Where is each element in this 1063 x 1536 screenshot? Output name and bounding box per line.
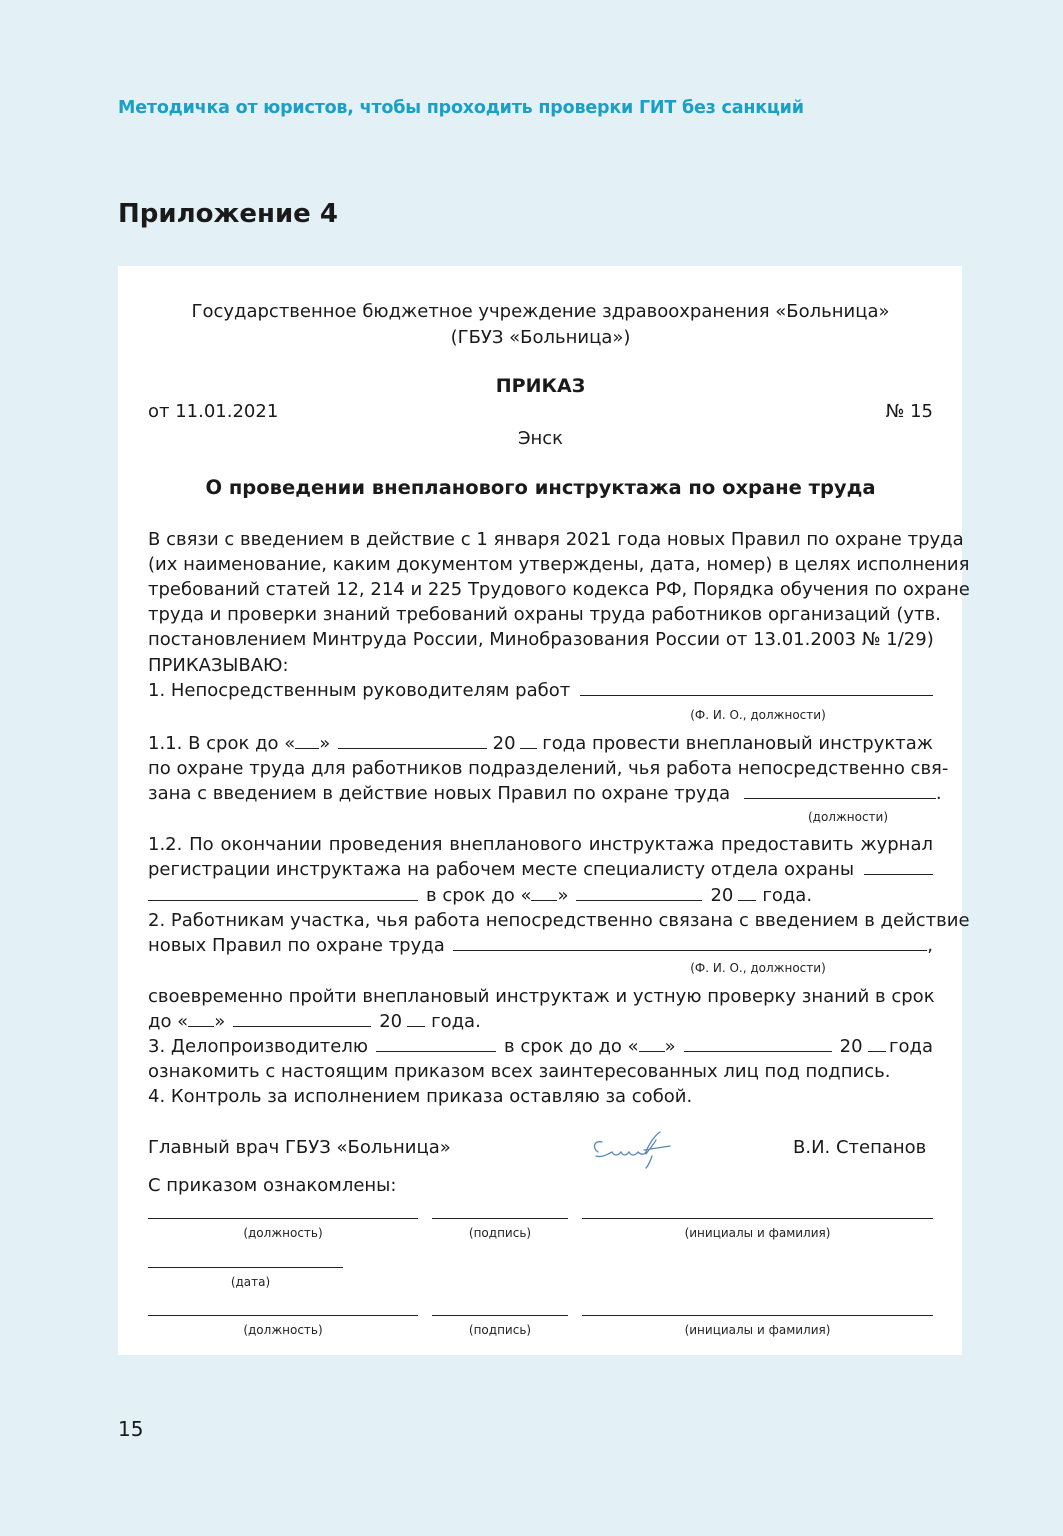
caption-fio: (Ф. И. О., должности)	[690, 961, 826, 975]
preamble-line: постановлением Минтруда России, Минобразования России от 13.01.2003 № 1/29)	[148, 629, 934, 650]
caption-initials: (инициалы и фамилия)	[684, 1323, 831, 1337]
item-1-1-text: зана с введением в действие новых Правил по охране труда	[148, 783, 731, 804]
item-1-1-quote: »	[319, 733, 331, 754]
order-date: от 11.01.2021	[148, 401, 279, 422]
caption-position: (должности)	[807, 810, 889, 824]
blank-line	[407, 1025, 425, 1027]
order-title: ПРИКАЗ	[495, 375, 586, 397]
item-2-year: 20	[379, 1011, 403, 1032]
item-3-text: в срок до до «	[504, 1036, 639, 1057]
blank-line	[295, 747, 319, 749]
item-2-text: до «	[148, 1011, 189, 1032]
item-1-2-line: 1.2. По окончании проведения внепланового инструктажа предоставить журнал	[148, 834, 933, 855]
blank-line	[148, 1267, 343, 1268]
blank-line	[582, 1315, 933, 1316]
running-header: Методичка от юристов, чтобы проходить проверки ГИТ без санкций	[118, 98, 804, 118]
order-number: № 15	[885, 401, 933, 422]
item-1-1-prefix: 1.1. В срок до «	[148, 733, 296, 754]
blank-line	[148, 1315, 418, 1316]
blank-line	[432, 1218, 568, 1219]
blank-line	[580, 694, 933, 696]
caption-position: (должность)	[243, 1226, 323, 1240]
preamble-line: В связи с введением в действие с 1 января 2021 года новых Правил по охране труда	[148, 529, 964, 550]
caption-signature: (подпись)	[468, 1323, 532, 1337]
order-subject: О проведении внепланового инструктажа по охране труда	[205, 476, 876, 499]
blank-line	[582, 1218, 933, 1219]
signer-title: Главный врач ГБУЗ «Больница»	[148, 1137, 451, 1158]
item-2-line: новых Правил по охране труда ,	[148, 933, 933, 958]
item-2-text: года.	[431, 1011, 481, 1032]
item-1-2-text: года.	[762, 885, 813, 906]
item-4: 4. Контроль за исполнением приказа оставляю за собой.	[148, 1086, 693, 1107]
blank-line	[432, 1315, 568, 1316]
preamble-line: (их наименование, каким документом утверждены, дата, номер) в целях исполнения	[148, 554, 970, 575]
blank-line	[868, 1050, 886, 1052]
item-2-line: 2. Работникам участка, чья работа непосредственно связана с введением в действие	[148, 910, 970, 931]
blank-line	[148, 899, 418, 901]
item-1-1-line: зана с введением в действие новых Правил по охране труда .	[148, 783, 942, 804]
item-3-line: 3. Делопроизводителю в срок до до « » 20 года	[148, 1034, 933, 1059]
blank-line	[376, 1050, 496, 1052]
blank-line	[531, 899, 557, 901]
order-city: Энск	[517, 428, 564, 449]
blank-line	[148, 1218, 418, 1219]
blank-line	[684, 1050, 832, 1052]
blank-line	[188, 1025, 214, 1027]
handwritten-signature	[588, 1126, 678, 1172]
org-name: Государственное бюджетное учреждение здравоохранения «Больница»	[191, 301, 890, 322]
blank-line	[233, 1025, 371, 1027]
item-3-year: 20	[839, 1036, 863, 1057]
item-2-text: новых Правил по охране труда	[148, 935, 445, 956]
blank-line	[639, 1050, 665, 1052]
item-2-line: до « » 20 года.	[148, 1009, 933, 1034]
blank-line	[738, 899, 756, 901]
page-number: 15	[118, 1417, 144, 1441]
appendix-title: Приложение 4	[118, 199, 338, 229]
item-1-2-text: в срок до «	[426, 885, 532, 906]
blank-line	[576, 899, 702, 901]
item-1-2-line: в срок до « » 20 года.	[148, 883, 933, 908]
item-1-2-year: 20	[710, 885, 734, 906]
item-1-2-text: регистрации инструктажа на рабочем месте специалисту отдела охраны	[148, 859, 855, 880]
signer-name: В.И. Степанов	[793, 1137, 927, 1158]
preamble-line: требований статей 12, 214 и 225 Трудового кодекса РФ, Порядка обучения по охране	[148, 579, 970, 600]
item-3-line: ознакомить с настоящим приказом всех заинтересованных лиц под подпись.	[148, 1061, 891, 1082]
orders-label: ПРИКАЗЫВАЮ:	[148, 655, 289, 676]
acquainted-label: С приказом ознакомлены:	[148, 1175, 397, 1196]
caption-date: (дата)	[230, 1275, 271, 1289]
item-1-1-line: по охране труда для работников подразделений, чья работа непосредственно свя-	[148, 758, 949, 779]
blank-line	[744, 797, 936, 799]
item-2-line: своевременно пройти внеплановый инструктаж и устную проверку знаний в срок	[148, 986, 935, 1007]
preamble-line: труда и проверки знаний требований охраны труда работников организаций (утв.	[148, 604, 941, 625]
org-short-name: (ГБУЗ «Больница»)	[450, 327, 631, 348]
order-document	[118, 266, 970, 1355]
blank-line	[338, 747, 487, 749]
caption-initials: (инициалы и фамилия)	[684, 1226, 831, 1240]
item-1-text: 1. Непосредственным руководителям работ	[148, 680, 571, 701]
caption-signature: (подпись)	[468, 1226, 532, 1240]
blank-line	[453, 949, 928, 951]
item-1	[148, 678, 933, 703]
item-1-2-line	[148, 857, 933, 882]
item-1-1	[148, 731, 933, 756]
item-3-text: 3. Делопроизводителю	[148, 1036, 369, 1057]
caption-position: (должность)	[243, 1323, 323, 1337]
item-1-1-text: года провести внеплановый инструктаж	[542, 733, 933, 754]
blank-line	[520, 747, 537, 749]
caption-fio: (Ф. И. О., должности)	[690, 708, 826, 722]
blank-line	[864, 873, 933, 875]
item-1-1-year: 20	[492, 733, 516, 754]
item-3-text: года	[889, 1036, 933, 1057]
